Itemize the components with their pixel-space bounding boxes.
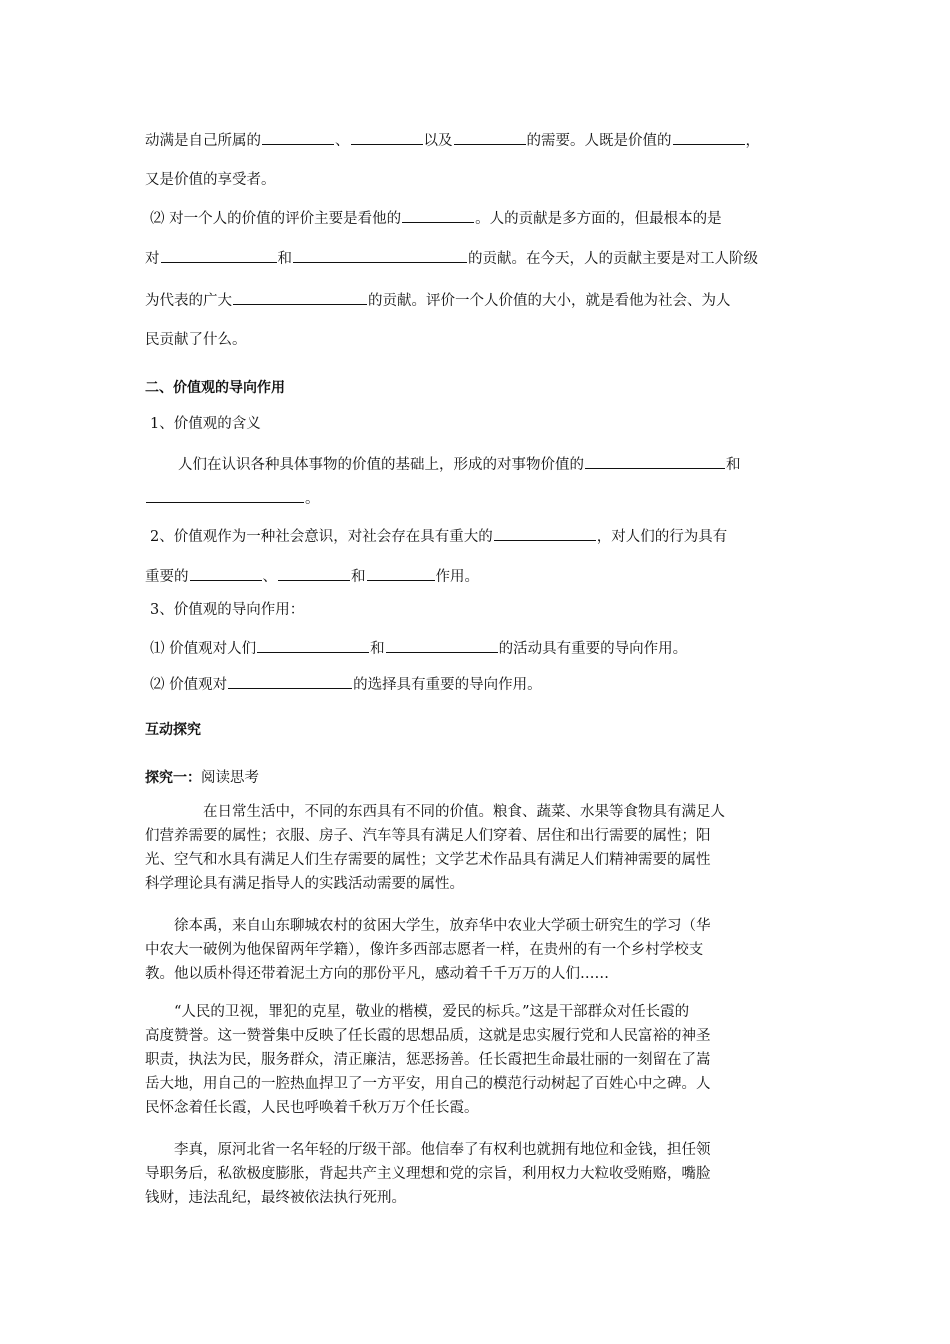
text: 重要的 [145,569,189,585]
para-line: 们营养需要的属性；衣服、房子、汽车等具有满足人们穿着、居住和出行需要的属性；阳 [145,828,711,844]
paragraph-1 [145,800,810,896]
explore-title: 阅读思考 [201,770,259,786]
s2-line1 [150,524,727,547]
fill-blank[interactable] [386,636,498,653]
para-line: 教。他以质朴得还带着泥土方向的那份平凡，感动着千千万万的人们…… [145,966,609,982]
s2-line2 [145,564,479,587]
text: 的选择具有重要的导向作用。 [353,677,542,693]
text: 和 [370,641,385,657]
explore-label: 探究一： [145,770,201,786]
s1-line2 [145,486,320,509]
text: ⑵ 对一个人的价值的评价主要是看他的 [150,211,402,227]
text: 、 [262,569,277,585]
fill-blank[interactable] [228,672,352,689]
text: 。 [305,491,320,507]
q1-line2: 又是价值的享受者。 [145,172,276,188]
paragraph-3 [145,1000,810,1120]
para-line: 职责，执法为民，服务群众，清正廉洁，惩恶扬善。任长霞把生命最壮丽的一刻留在了嵩 [145,1052,711,1068]
para-line: 岳大地，用自己的一腔热血捍卫了一方平安，用自己的模范行动树起了百姓心中之碑。人 [145,1076,711,1092]
fill-blank[interactable] [454,128,526,145]
fill-blank[interactable] [190,564,262,581]
para-line: 李真，原河北省一名年轻的厅级干部。他信奉了有权利也就拥有地位和金钱，担任领 [174,1142,711,1158]
para-line: 钱财，违法乱纪，最终被依法执行死刑。 [145,1190,406,1206]
text: 和 [351,569,366,585]
para-line: 导职务后，私欲极度膨胀，背起共产主义理想和党的宗旨，利用权力大粒收受贿赂，嘴脸 [145,1166,711,1182]
text: 。人的贡献是多方面的，但最根本的是 [475,211,722,227]
section2-heading: 二、价值观的导向作用 [145,380,285,396]
fill-blank[interactable] [351,128,423,145]
s3-title: 3、价值观的导向作用： [150,602,305,618]
text: 人们在认识各种具体事物的价值的基础上，形成的对事物价值的 [178,457,584,473]
text: 对 [145,251,160,267]
para-line: “人民的卫视，罪犯的克星，敬业的楷模，爱民的标兵。”这是干部群众对任长霞的 [174,1004,690,1020]
q1-p2-line1 [150,206,722,229]
s1-line1 [178,452,741,475]
para-line: 中农大一破例为他保留两年学籍），像许多西部志愿者一样，在贵州的有一个乡村学校支 [145,942,704,958]
fill-blank[interactable] [402,206,474,223]
text: ⑵ 价值观对 [150,677,228,693]
fill-blank[interactable] [161,246,277,263]
para-line: 光、空气和水具有满足人们生存需要的属性；文学艺术作品具有满足人们精神需要的属性 [145,852,711,868]
text: 以及 [423,133,453,149]
fill-blank[interactable] [262,128,334,145]
para-line: 高度赞誉。这一赞誉集中反映了任长霞的思想品质，这就是忠实履行党和人民富裕的神圣 [145,1028,711,1044]
fill-blank[interactable] [367,564,435,581]
text: ，对人们的行为具有 [596,529,728,545]
s1-title: 1、价值观的含义 [150,416,261,432]
paragraph-2 [145,914,810,986]
text: ⑴ 价值观对人们 [150,641,257,657]
text: 、 [335,133,350,149]
text: 的贡献。在今天，人的贡献主要是对工人阶级 [468,251,758,267]
para-line: 在日常生活中，不同的东西具有不同的价值。粮食、蔬菜、水果等食物具有满足人 [203,804,725,820]
fill-blank[interactable] [585,452,725,469]
text: ， [745,133,760,149]
text: 和 [726,457,741,473]
q1-p2-line2 [145,246,758,269]
para-line: 科学理论具有满足指导人的实践活动需要的属性。 [145,876,464,892]
s3-item1 [150,636,687,659]
fill-blank[interactable] [673,128,745,145]
fill-blank[interactable] [494,524,596,541]
text: 的活动具有重要的导向作用。 [498,641,688,657]
text: 2、价值观作为一种社会意识，对社会存在具有重大的 [150,529,493,545]
q1-p2-line3 [145,288,731,311]
text: 动满是自己所属的 [145,133,261,149]
fill-blank[interactable] [293,246,467,263]
text: 作用。 [435,569,479,585]
text: 的贡献。评价一个人价值的大小，就是看他为社会、为人 [368,293,731,309]
fill-blank[interactable] [146,486,304,503]
para-line: 徐本禹，来自山东聊城农村的贫困大学生，放弃华中农业大学硕士研究生的学习（华 [174,918,711,934]
text: 和 [277,251,292,267]
fill-blank[interactable] [257,636,369,653]
text: 的需要。人既是价值的 [526,133,672,149]
fill-blank[interactable] [233,288,367,305]
interactive-heading: 互动探究 [145,722,201,738]
paragraph-4 [145,1138,810,1210]
fill-blank[interactable] [278,564,350,581]
text: 为代表的广大 [145,293,232,309]
s3-item2 [150,672,542,695]
q1-p2-line4: 民贡献了什么。 [145,332,247,348]
explore1-heading [145,768,259,788]
para-line: 民怀念着任长霞，人民也呼唤着千秋万万个任长霞。 [145,1100,479,1116]
q1-line1 [145,128,760,151]
